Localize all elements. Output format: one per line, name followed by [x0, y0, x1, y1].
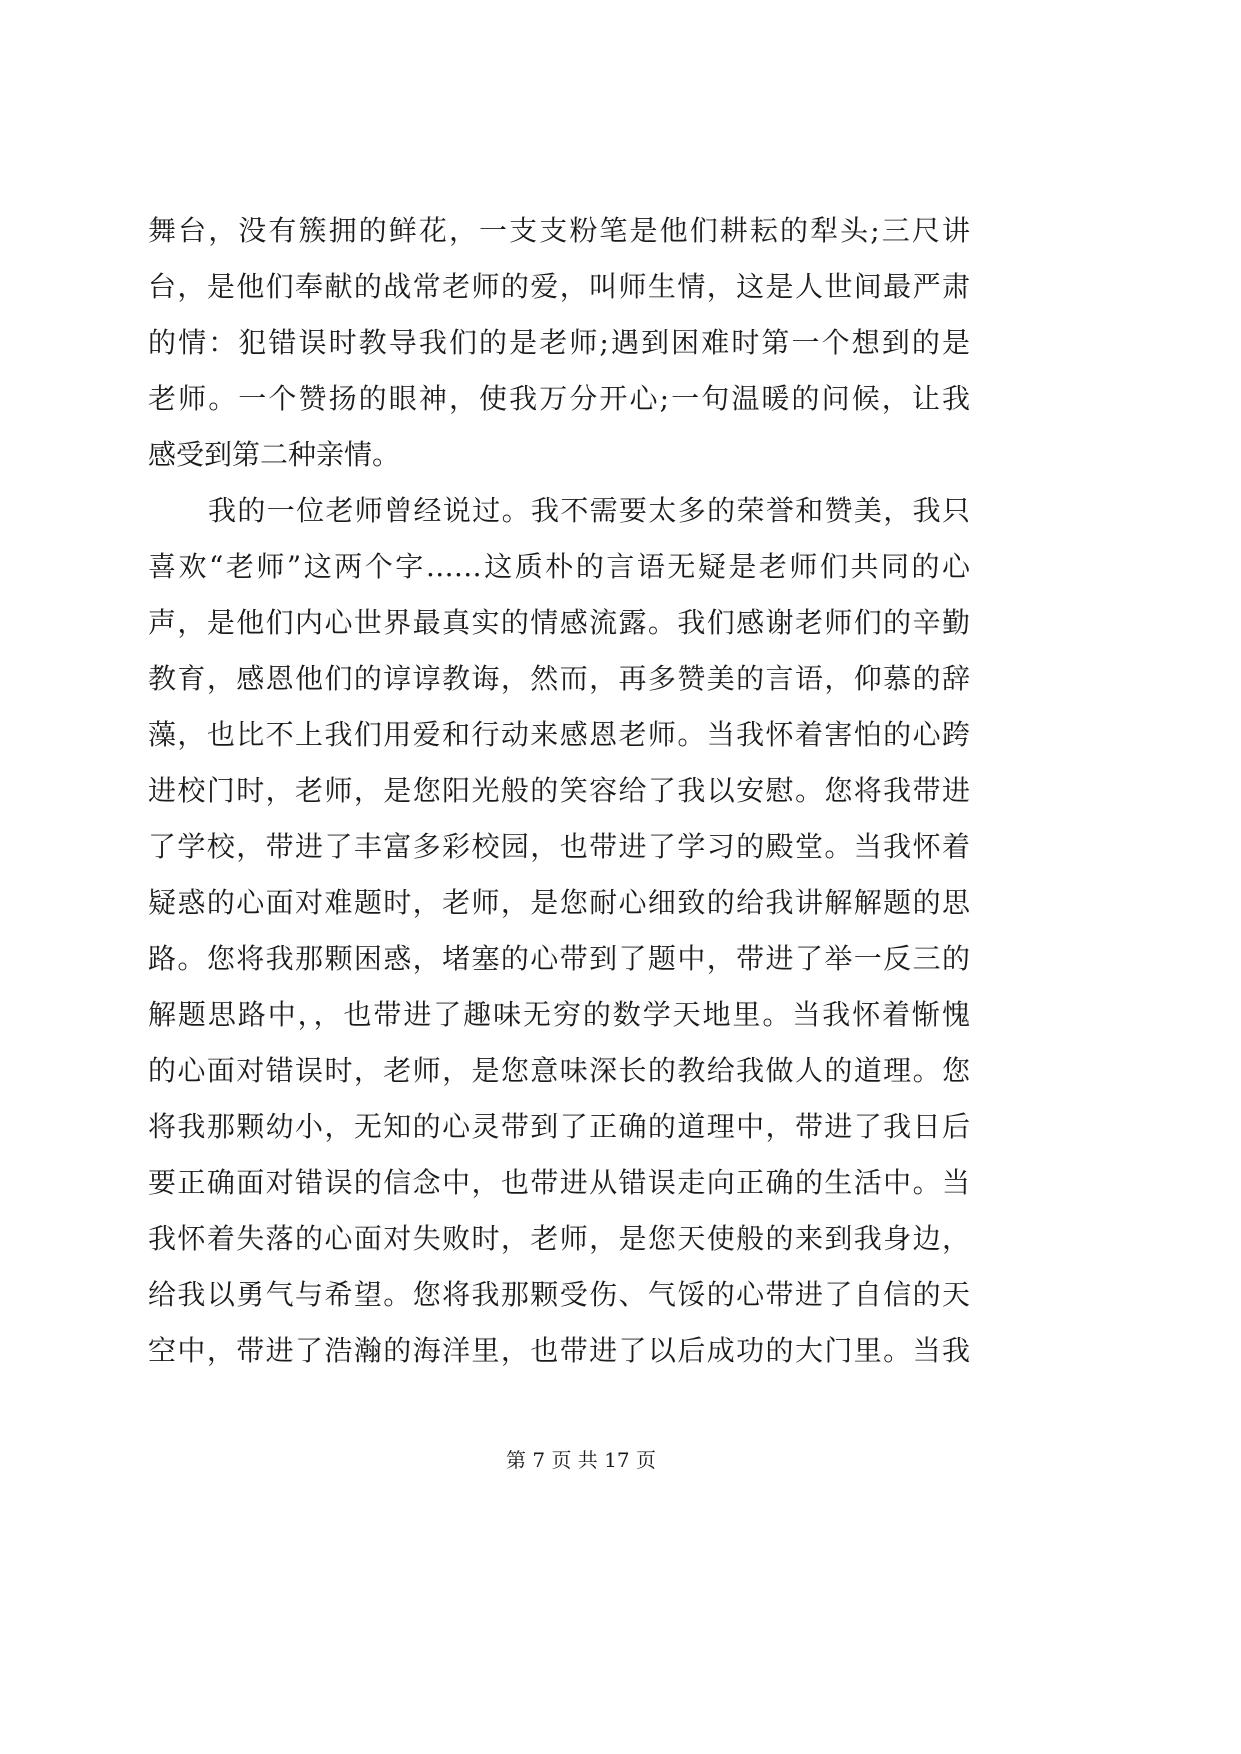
text-line: 要正确面对错误的信念中，也带进从错误走向正确的生活中。当: [148, 1166, 970, 1199]
text-line: 空中，带进了浩瀚的海洋里，也带进了以后成功的大门里。当我: [148, 1334, 970, 1367]
text-line: 解题思路中，，也带进了趣味无穷的数学天地里。当我怀着惭愧: [148, 998, 970, 1031]
text-line: 给我以勇气与希望。您将我那颗受伤、气馁的心带进了自信的天: [148, 1278, 970, 1311]
paragraph-1: [148, 203, 970, 483]
text-line: 藻，也比不上我们用爱和行动来感恩老师。当我怀着害怕的心跨: [148, 718, 970, 751]
text-line: 进校门时，老师，是您阳光般的笑容给了我以安慰。您将我带进: [148, 774, 970, 807]
page-number-footer: 第 7 页 共 17 页: [506, 1448, 656, 1472]
text-line: 的心面对错误时，老师，是您意味深长的教给我做人的道理。您: [148, 1054, 970, 1087]
text-line: 台，是他们奉献的战常老师的爱，叫师生情，这是人世间最严肃: [148, 270, 970, 303]
text-line: 舞台，没有簇拥的鲜花，一支支粉笔是他们耕耘的犁头;三尺讲: [148, 214, 970, 247]
text-line: 老师。一个赞扬的眼神，使我万分开心;一句温暖的问候，让我: [148, 382, 970, 415]
text-line: 声，是他们内心世界最真实的情感流露。我们感谢老师们的辛勤: [148, 606, 970, 639]
text-line: 疑惑的心面对难题时，老师，是您耐心细致的给我讲解解题的思: [148, 886, 970, 919]
text-line: 我的一位老师曾经说过。我不需要太多的荣誉和赞美，我只: [208, 494, 970, 527]
text-line: 了学校，带进了丰富多彩校园，也带进了学习的殿堂。当我怀着: [148, 830, 970, 863]
text-line: 我怀着失落的心面对失败时，老师，是您天使般的来到我身边，: [148, 1222, 970, 1255]
text-line: 的情：犯错误时教导我们的是老师;遇到困难时第一个想到的是: [148, 326, 970, 359]
text-line: 喜欢“老师”这两个字……这质朴的言语无疑是老师们共同的心: [148, 550, 970, 583]
text-line: 教育，感恩他们的谆谆教诲，然而，再多赞美的言语，仰慕的辞: [148, 662, 970, 695]
paragraph-2: [148, 483, 970, 1379]
text-line: 路。您将我那颗困惑，堵塞的心带到了题中，带进了举一反三的: [148, 942, 970, 975]
document-body: [148, 203, 970, 1379]
text-line: 感受到第二种亲情。: [148, 438, 401, 471]
text-line: 将我那颗幼小，无知的心灵带到了正确的道理中，带进了我日后: [148, 1110, 970, 1143]
